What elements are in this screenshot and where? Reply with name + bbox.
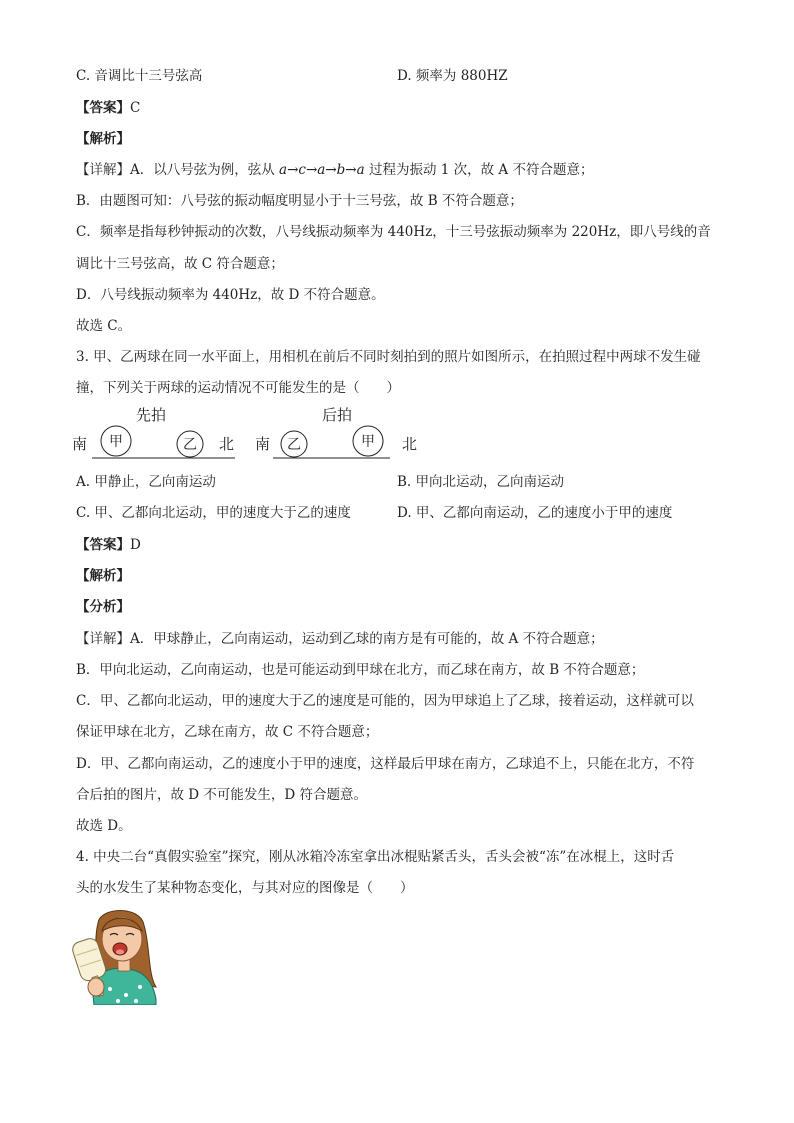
q2-detail-b: B．由题图可知：八号弦的振动幅度明显小于十三号弦，故 B 不符合题意； bbox=[76, 193, 523, 209]
q3-answer bbox=[76, 535, 141, 555]
q4-stem-line1: 4. 中央二台“真假实验室”探究，刚从冰箱冷冻室拿出冰棍贴紧舌头，舌头会被“冻”在冰棍上，这时舌 bbox=[76, 849, 675, 865]
first-ball-jia-label: 甲 bbox=[109, 434, 123, 450]
q3-stem-line2: 撞，下列关于两球的运动情况不可能发生的是（ ） bbox=[76, 380, 400, 396]
q3-detail-c1: C．甲、乙都向北运动，甲的速度大于乙的速度是可能的，因为甲球追上了乙球，接着运动，这样就可以 bbox=[76, 693, 694, 709]
q3-option-c: C. 甲、乙都向北运动，甲的速度大于乙的速度 bbox=[76, 505, 351, 521]
q3-option-d: D. 甲、乙都向南运动，乙的速度小于甲的速度 bbox=[397, 505, 673, 521]
q3-option-b: B. 甲向北运动，乙向南运动 bbox=[397, 474, 565, 490]
second-south-label: 南 bbox=[255, 435, 271, 453]
q3-stem-line1: 3. 甲、乙两球在同一水平面上，用相机在前后不同时刻拍到的照片如图所示，在拍照过程中两球不发生碰 bbox=[76, 349, 701, 365]
detail-a-prefix: 【详解】A．以八号弦为例，弦从 bbox=[76, 162, 280, 178]
second-north-label: 北 bbox=[402, 435, 418, 453]
q3-fenxi-label: 【分析】 bbox=[76, 599, 130, 615]
q2-detail-a bbox=[76, 160, 593, 180]
q3-detail-c2: 保证甲球在北方，乙球在南方，故 C 不符合题意； bbox=[76, 724, 379, 740]
answer-value: D bbox=[130, 537, 141, 553]
q3-detail-d1: D．甲、乙都向南运动，乙的速度小于甲的速度，这样最后甲球在南方，乙球追不上，只能在北方，不符 bbox=[76, 756, 695, 772]
q3-photo-diagram bbox=[70, 404, 430, 464]
second-ball-yi-label: 乙 bbox=[287, 437, 301, 453]
q4-stem-line2: 头的水发生了某种物态变化，与其对应的图像是（ ） bbox=[76, 880, 414, 896]
detail-a-path: a→c→a→b→a bbox=[279, 162, 365, 178]
first-south-label: 南 bbox=[72, 435, 88, 453]
q2-detail-c1: C．频率是指每秒钟振动的次数，八号线振动频率为 440Hz，十三号弦振动频率为 220Hz，即八号线的音 bbox=[76, 224, 711, 240]
q3-detail-b: B．甲向北运动，乙向南运动，也是可能运动到甲球在北方，而乙球在南方，故 B 不符合题意； bbox=[76, 662, 645, 678]
second-photo-label: 后拍 bbox=[322, 406, 353, 424]
q2-answer bbox=[76, 98, 140, 118]
answer-label: 【答案】 bbox=[76, 537, 130, 553]
first-ball-yi-label: 乙 bbox=[183, 437, 197, 453]
q3-analysis-label: 【解析】 bbox=[76, 568, 130, 584]
q3-detail-a: 【详解】A．甲球静止，乙向南运动，运动到乙球的南方是有可能的，故 A 不符合题意； bbox=[76, 631, 604, 647]
q3-conclusion: 故选 D。 bbox=[76, 818, 132, 834]
answer-label: 【答案】 bbox=[76, 100, 130, 116]
q2-detail-d: D．八号线振动频率为 440Hz，故 D 不符合题意。 bbox=[76, 287, 385, 303]
q3-option-a: A. 甲静止，乙向南运动 bbox=[76, 474, 216, 490]
second-ball-jia-label: 甲 bbox=[361, 434, 375, 450]
q2-analysis-label: 【解析】 bbox=[76, 131, 130, 147]
q3-detail-d2: 合后拍的图片，故 D 不可能发生，D 符合题意。 bbox=[76, 787, 368, 803]
q2-option-d: D. 频率为 880HZ bbox=[397, 68, 508, 84]
answer-value: C bbox=[130, 100, 141, 116]
q2-detail-c2: 调比十三号弦高，故 C 符合题意； bbox=[76, 256, 284, 272]
q2-option-c: C. 音调比十三号弦高 bbox=[76, 68, 203, 84]
q2-conclusion: 故选 C。 bbox=[76, 318, 132, 334]
first-photo-label: 先拍 bbox=[136, 406, 167, 424]
girl-licking-popsicle-illustration bbox=[70, 905, 162, 1005]
first-north-label: 北 bbox=[219, 435, 235, 453]
detail-a-suffix: 过程为振动 1 次，故 A 不符合题意； bbox=[364, 162, 594, 178]
